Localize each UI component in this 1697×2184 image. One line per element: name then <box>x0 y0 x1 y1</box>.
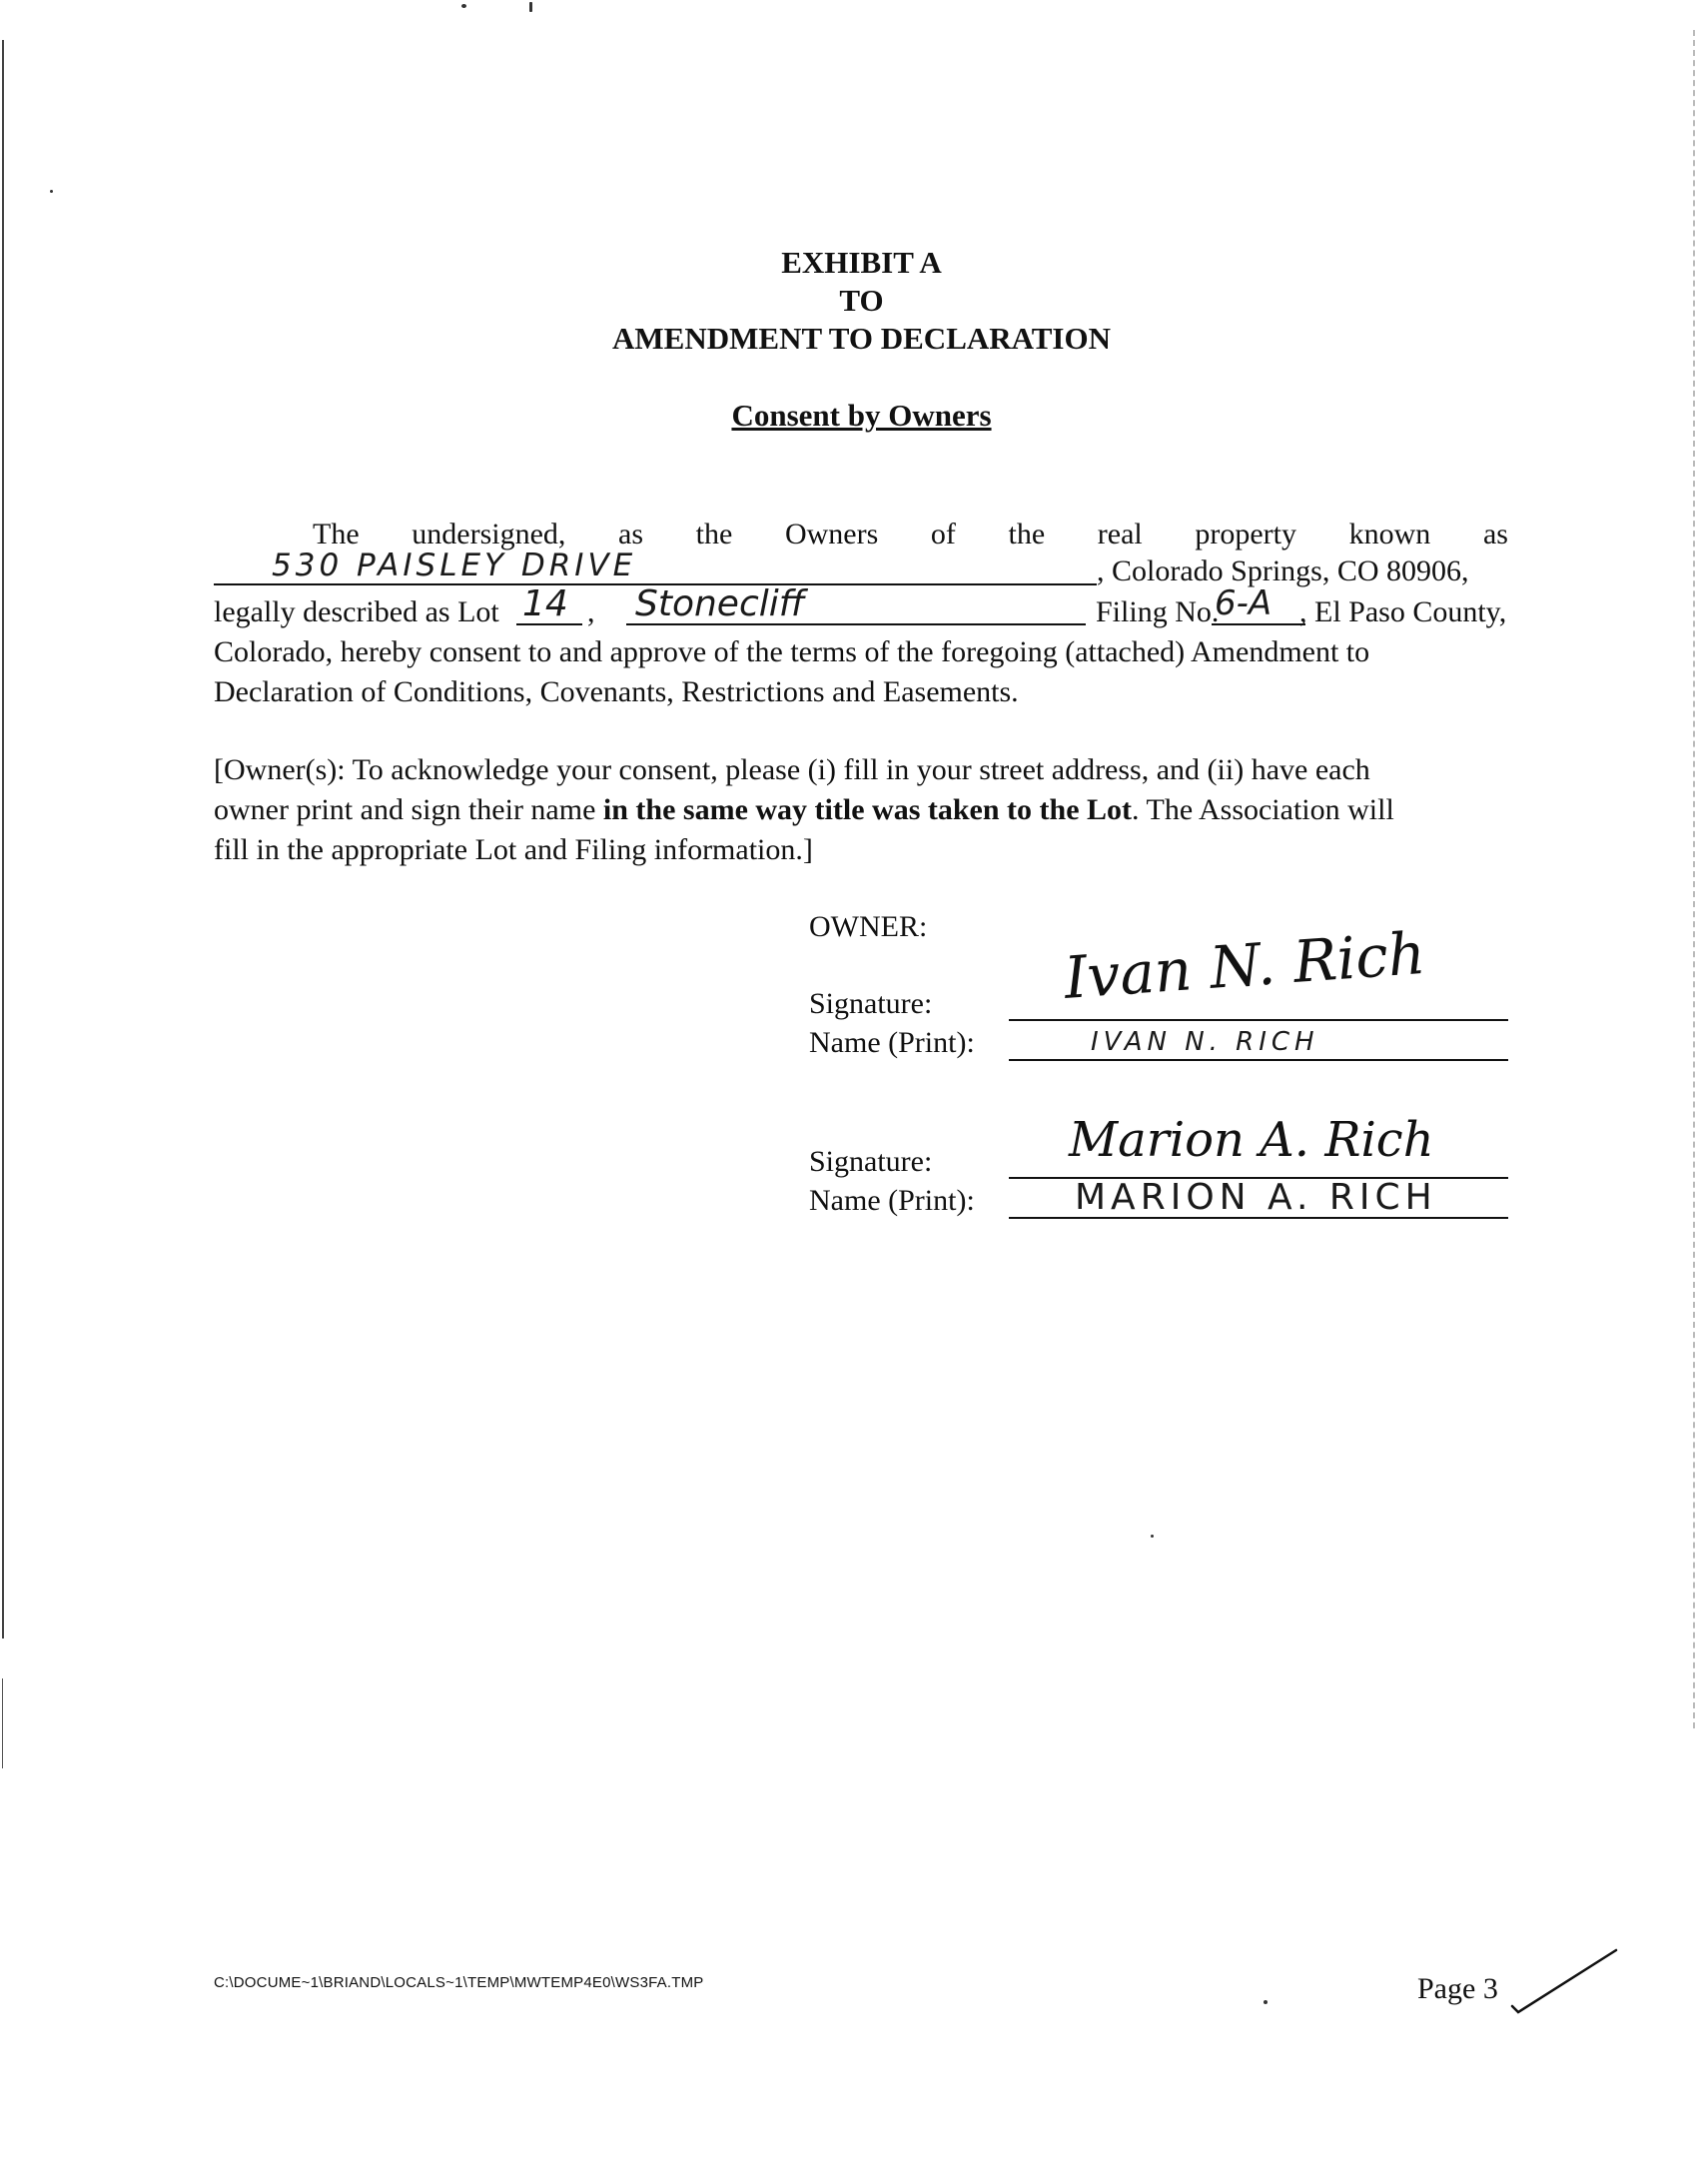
county-label: , El Paso County, <box>1299 595 1507 628</box>
lot-handwritten: 14 <box>522 583 568 624</box>
owner1-signature: Ivan N. Rich <box>1062 918 1428 1012</box>
amendment-heading: AMENDMENT TO DECLARATION <box>612 321 1111 356</box>
page-number: Page 3 <box>1417 1972 1498 2005</box>
legally-described-label: legally described as Lot <box>214 595 499 628</box>
owner2-name-print: MARION A. RICH <box>1075 1177 1437 1218</box>
city-state-zip: , Colorado Springs, CO 80906, <box>1097 554 1469 587</box>
consent-subheading: Consent by Owners <box>731 398 992 433</box>
file-path-footer: C:\DOCUME~1\BRIAND\LOCALS~1\TEMP\MWTEMP4E0\WS3FA.TMP <box>214 1974 704 1991</box>
paragraph2-line1: [Owner(s): To acknowledge your consent, please (i) fill in your street address, and (ii) have each <box>214 753 1370 786</box>
paragraph2-line2-end: . The Association will <box>1132 793 1394 826</box>
stray-mark <box>461 4 466 8</box>
owner2-signature-label: Signature: <box>809 1145 933 1178</box>
stray-mark <box>1264 2000 1268 2004</box>
stray-mark <box>50 190 53 193</box>
word: as <box>618 518 644 550</box>
word: The <box>313 518 360 550</box>
owner1-name-print: IVAN N. RICH <box>1091 1027 1319 1057</box>
owner-label: OWNER: <box>809 910 928 943</box>
scan-edge-left-fragment <box>2 1678 3 1768</box>
lot-comma: , <box>587 595 595 628</box>
owner1-name-label: Name (Print): <box>809 1026 975 1059</box>
word: Owners <box>784 518 879 550</box>
exhibit-heading: EXHIBIT A <box>781 245 942 280</box>
filing-label: Filing No. <box>1096 595 1220 628</box>
word: as <box>1482 518 1508 550</box>
exhibit-heading-to: TO <box>839 283 884 318</box>
owner1-signature-label: Signature: <box>809 987 933 1020</box>
paragraph2-line2-bold: in the same way title was taken to the Lot <box>602 793 1133 826</box>
word: known <box>1348 518 1431 550</box>
owner2-signature: Marion A. Rich <box>1069 1112 1434 1168</box>
stray-mark <box>1151 1535 1154 1538</box>
paragraph2-line2-start: owner print and sign their name <box>214 793 603 826</box>
paragraph1-line4: Colorado, hereby consent to and approve of the terms of the foregoing (attached) Amendment to <box>214 635 1370 668</box>
paragraph2-line2 <box>214 790 1394 830</box>
word: the <box>1008 518 1046 550</box>
owner2-name-label: Name (Print): <box>809 1184 975 1217</box>
filing-handwritten: 6-A <box>1215 583 1273 623</box>
word: real <box>1097 518 1143 550</box>
check-mark-icon <box>1510 1946 1620 2016</box>
paragraph1-line5: Declaration of Conditions, Covenants, Restrictions and Easements. <box>214 675 1019 708</box>
subdivision-handwritten: Stonecliff <box>635 583 805 624</box>
stray-mark <box>529 2 532 12</box>
address-handwritten: 530 PAISLEY DRIVE <box>272 547 637 583</box>
word: of <box>930 518 956 550</box>
paragraph2-line3: fill in the appropriate Lot and Filing information.] <box>214 833 813 866</box>
word: undersigned, <box>412 518 566 550</box>
word: the <box>695 518 733 550</box>
word: property <box>1195 518 1297 550</box>
